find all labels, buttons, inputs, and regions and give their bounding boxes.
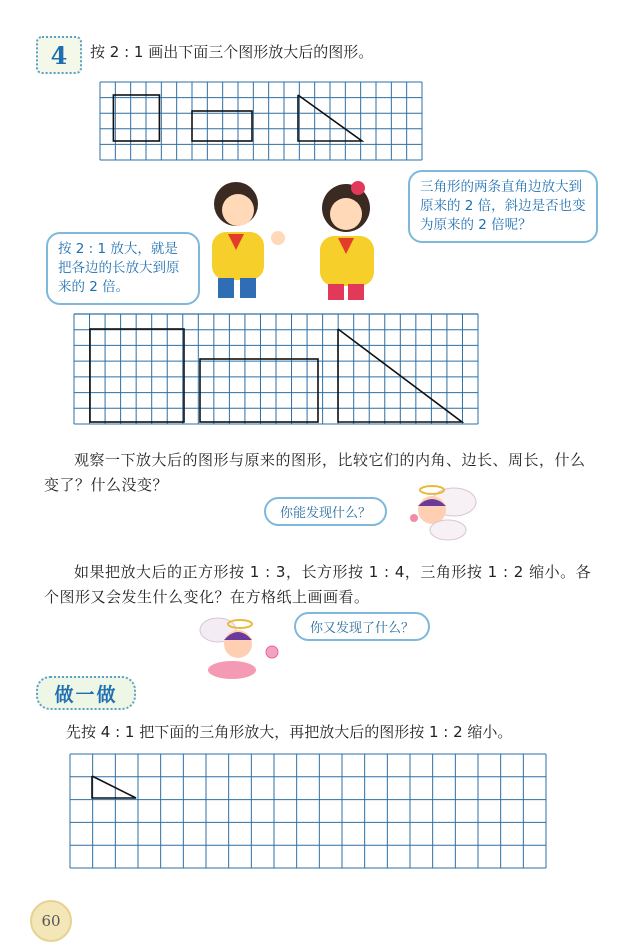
boy-speech-bubble <box>46 232 200 305</box>
zuo-yi-zuo-label <box>36 676 136 710</box>
problem-instruction: 按 2 : 1 画出下面三个图形放大后的图形。 <box>90 43 374 61</box>
page-number-badge <box>30 900 72 942</box>
children-illustration <box>196 178 396 306</box>
enlarged-figures-grid <box>74 314 478 424</box>
original-rectangle <box>192 111 252 141</box>
zuo-yi-zuo-task: 先按 4 : 1 把下面的三角形放大，再把放大后的图形按 1 : 2 缩小。 <box>66 723 513 741</box>
girl-figure <box>320 181 374 300</box>
shrink-paragraph: 如果把放大后的正方形按 1 : 3，长方形按 1 : 4，三角形按 1 : 2 缩小。各个图形又会发生什么变化？在方格纸上画画看。 <box>44 563 592 606</box>
boy-speech-text: 按 2 : 1 放大，就是把各边的长放大到原来的 2 倍。 <box>58 241 180 295</box>
original-square <box>113 95 159 141</box>
page-number: 60 <box>41 912 61 930</box>
girl-speech-text: 三角形的两条直角边放大到原来的 2 倍，斜边是否也变为原来的 2 倍呢？ <box>420 179 586 233</box>
original-figures-grid <box>100 82 422 160</box>
observe-paragraph: 观察一下放大后的图形与原来的图形，比较它们的内角、边长、周长，什么变了？什么没变？ <box>44 451 586 494</box>
angel-speech-1 <box>264 497 387 526</box>
boy-figure <box>212 182 285 298</box>
angel-speech-2-text: 你又发现了什么？ <box>310 621 415 636</box>
girl-speech-bubble <box>408 170 598 243</box>
enlarged-rectangle <box>200 359 318 422</box>
angel-speech-1-text: 你能发现什么？ <box>280 506 372 521</box>
practice-grid <box>70 754 546 868</box>
problem-number-badge <box>36 36 82 74</box>
practice-triangle <box>92 776 136 798</box>
zuo-yi-zuo-title: 做一做 <box>54 683 118 706</box>
angel-illustration-1 <box>404 484 482 544</box>
problem-number: 4 <box>50 40 68 70</box>
angel-illustration-2 <box>196 614 286 682</box>
angel-speech-2 <box>294 612 430 641</box>
